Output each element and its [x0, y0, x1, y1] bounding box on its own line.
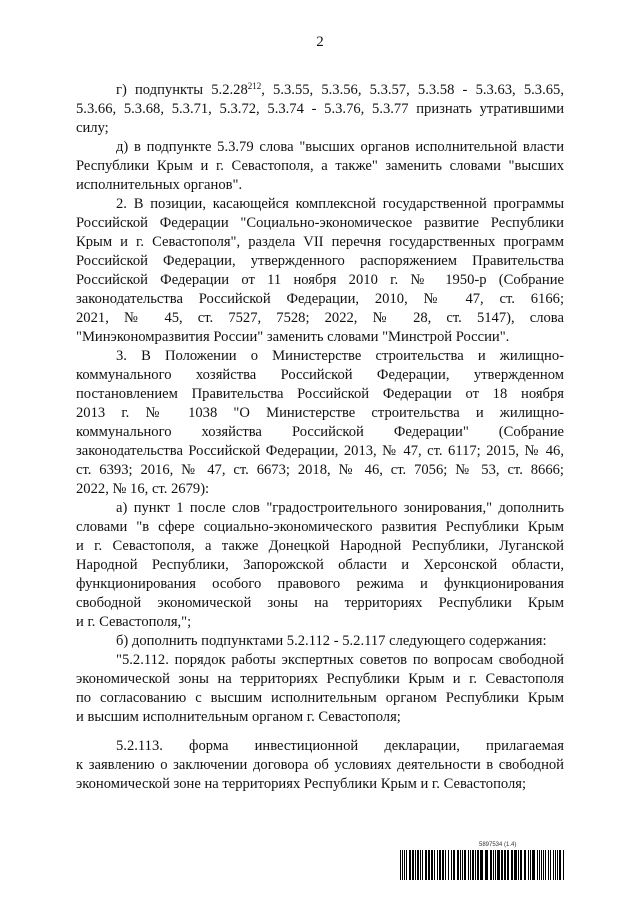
text-line: постановлением Правительства Российской Федерации от 18 ноября — [76, 386, 564, 402]
text-line: Крым и г. Севастополя", раздела VII перечня государственных программ — [76, 234, 564, 250]
text-line: свободной экономической зоны на территориях Республики Крым — [76, 595, 564, 611]
text-line: а) пункт 1 после слов "градостроительного зонирования," дополнить — [116, 500, 564, 516]
text-line: и высшим исполнительным органом г. Севастополя; — [76, 709, 401, 725]
text-line: "Минэкономразвития России" заменить словами "Минстрой России". — [76, 329, 510, 345]
text-line: по согласованию с высшим исполнительным органом Республики Крым — [76, 690, 564, 706]
text-line: исполнительных органов". — [76, 177, 243, 193]
footnote-superscript: 212 — [247, 81, 262, 91]
text-line: и г. Севастополя, а также Донецкой Народной Республики, Луганской — [76, 538, 564, 554]
text-line: словами "в сфере социально-экономического развития Республики Крым — [76, 519, 564, 535]
text-line: функционирования особого правового режима и функционирования — [76, 576, 564, 592]
text-line: Российской Федерации "Социально-экономическое развитие Республики — [76, 215, 564, 231]
text-line: 3. В Положении о Министерстве строительства и жилищно- — [116, 348, 564, 364]
text-line: коммунального хозяйства Российской Федерации, утвержденном — [76, 367, 564, 383]
text-line: к заявлению о заключении договора об условиях деятельности в свободной — [76, 757, 564, 773]
text-line: коммунального хозяйства Российской Федерации" (Собрание — [76, 424, 564, 440]
text-run: , 5.3.55, 5.3.56, 5.3.57, 5.3.58 - 5.3.63, 5.3.65, — [261, 82, 564, 98]
text-line: 5.2.113. форма инвестиционной декларации, прилагаемая — [116, 738, 564, 754]
text-line: экономической зоны на территориях Республики Крым и г. Севастополя — [76, 671, 564, 687]
text-line: 2013 г. № 1038 "О Министерстве строительства и жилищно- — [76, 405, 564, 421]
barcode-icon — [400, 850, 564, 880]
text-line: силу; — [76, 120, 109, 136]
text-line: Республики Крым и г. Севастополя, а также" заменить словами "высших — [76, 158, 564, 174]
page-number: 2 — [316, 34, 324, 50]
text-line: ст. 6393; 2016, № 47, ст. 6673; 2018, № 46, ст. 7056; № 53, ст. 8666; — [76, 462, 564, 478]
text-line: законодательства Российской Федерации, 2013, № 47, ст. 6117; 2015, № 46, — [76, 443, 564, 459]
text-line: 5.3.66, 5.3.68, 5.3.71, 5.3.72, 5.3.74 - 5.3.76, 5.3.77 признать утратившими — [76, 101, 564, 117]
text-line: Народной Республики, Запорожской области и Херсонской области, — [76, 557, 564, 573]
text-run: г) подпункты 5.2.28 — [116, 82, 248, 98]
text-line: экономической зоне на территориях Республики Крым и г. Севастополя; — [76, 776, 527, 792]
text-line: и г. Севастополя,"; — [76, 614, 192, 630]
text-line: б) дополнить подпунктами 5.2.112 - 5.2.117 следующего содержания: — [116, 633, 547, 649]
text-line: 2021, № 45, ст. 7527, 7528; 2022, № 28, ст. 5147), слова — [76, 310, 564, 326]
text-line: 2022, № 16, ст. 2679): — [76, 481, 210, 497]
text-line: "5.2.112. порядок работы экспертных советов по вопросам свободной — [116, 652, 564, 668]
barcode-label: 5897534 (1.4) — [479, 842, 517, 848]
text-line: 2. В позиции, касающейся комплексной государственной программы — [116, 196, 564, 212]
text-line: д) в подпункте 5.3.79 слова "высших органов исполнительной власти — [116, 139, 564, 155]
text-line: Российской Федерации, утвержденного распоряжением Правительства — [76, 253, 564, 269]
text-line: законодательства Российской Федерации, 2010, № 47, ст. 6166; — [76, 291, 564, 307]
text-line — [116, 80, 564, 100]
text-line: Российской Федерации от 11 ноября 2010 г. № 1950-р (Собрание — [76, 272, 564, 288]
